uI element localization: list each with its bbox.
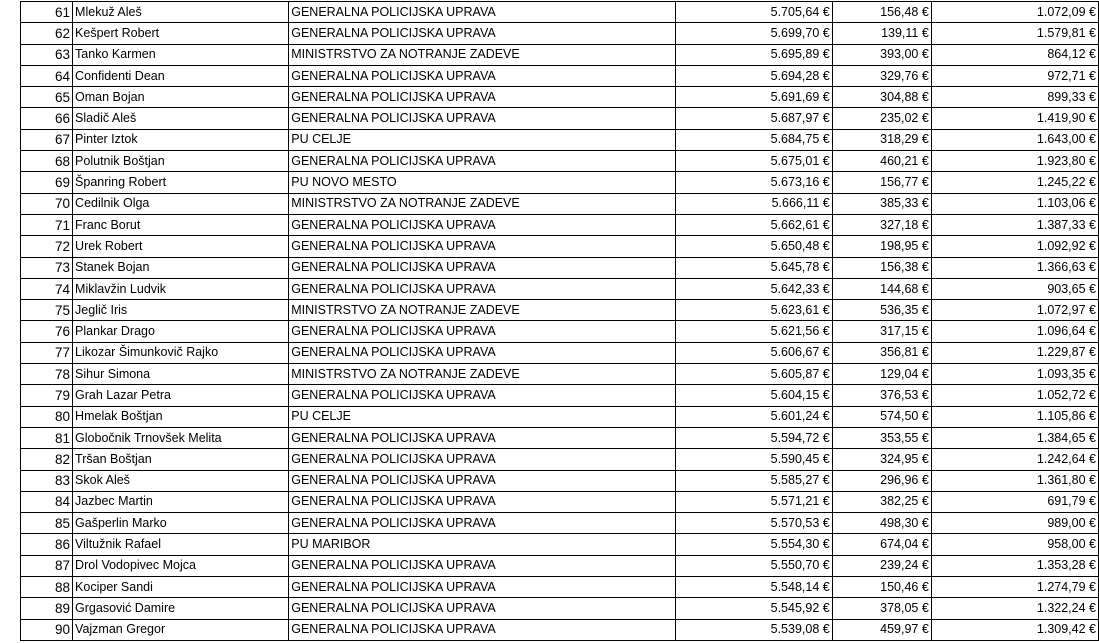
total-pay-cell[interactable]: 989,00 € — [931, 513, 1098, 534]
base-salary-cell[interactable]: 5.699,70 € — [675, 23, 832, 44]
extra-pay-cell[interactable]: 235,02 € — [832, 108, 931, 129]
base-salary-cell[interactable]: 5.623,61 € — [675, 300, 832, 321]
total-pay-cell[interactable]: 1.072,09 € — [931, 2, 1098, 23]
total-pay-cell[interactable]: 1.923,80 € — [931, 151, 1098, 172]
table-row — [21, 257, 1099, 278]
employee-name-cell[interactable]: Hmelak Boštjan — [73, 406, 289, 427]
organization-cell[interactable]: GENERALNA POLICIJSKA UPRAVA — [289, 214, 675, 235]
row-number-cell[interactable]: 82 — [21, 449, 73, 470]
employee-name-cell[interactable]: Cedilnik Olga — [73, 193, 289, 214]
row-number-cell[interactable]: 73 — [21, 257, 73, 278]
base-salary-cell[interactable]: 5.550,70 € — [675, 555, 832, 576]
extra-pay-cell[interactable]: 536,35 € — [832, 300, 931, 321]
table-row — [21, 555, 1099, 576]
employee-name-cell[interactable]: Plankar Drago — [73, 321, 289, 342]
organization-cell[interactable]: GENERALNA POLICIJSKA UPRAVA — [289, 470, 675, 491]
organization-cell[interactable]: GENERALNA POLICIJSKA UPRAVA — [289, 108, 675, 129]
employee-name-cell[interactable]: Skok Aleš — [73, 470, 289, 491]
row-number-cell[interactable]: 67 — [21, 129, 73, 150]
base-salary-cell[interactable]: 5.605,87 € — [675, 364, 832, 385]
total-pay-cell[interactable]: 899,33 € — [931, 87, 1098, 108]
table-row — [21, 193, 1099, 214]
base-salary-cell[interactable]: 5.650,48 € — [675, 236, 832, 257]
total-pay-cell[interactable]: 972,71 € — [931, 65, 1098, 86]
organization-cell[interactable]: GENERALNA POLICIJSKA UPRAVA — [289, 65, 675, 86]
row-number-cell[interactable]: 75 — [21, 300, 73, 321]
organization-cell[interactable]: GENERALNA POLICIJSKA UPRAVA — [289, 23, 675, 44]
organization-cell[interactable]: GENERALNA POLICIJSKA UPRAVA — [289, 598, 675, 619]
row-number-cell[interactable]: 84 — [21, 491, 73, 512]
row-number-cell[interactable]: 77 — [21, 342, 73, 363]
employee-name-cell[interactable]: Drol Vodopivec Mojca — [73, 555, 289, 576]
organization-cell[interactable]: GENERALNA POLICIJSKA UPRAVA — [289, 342, 675, 363]
salary-table — [20, 1, 1099, 641]
employee-name-cell[interactable]: Gašperlin Marko — [73, 513, 289, 534]
employee-name-cell[interactable]: Franc Borut — [73, 214, 289, 235]
extra-pay-cell[interactable]: 498,30 € — [832, 513, 931, 534]
total-pay-cell[interactable]: 864,12 € — [931, 44, 1098, 65]
row-number-cell[interactable]: 69 — [21, 172, 73, 193]
base-salary-cell[interactable]: 5.594,72 € — [675, 427, 832, 448]
table-row — [21, 236, 1099, 257]
table-body — [21, 2, 1099, 641]
row-number-cell[interactable]: 90 — [21, 619, 73, 640]
total-pay-cell[interactable]: 1.093,35 € — [931, 364, 1098, 385]
total-pay-cell[interactable]: 1.309,42 € — [931, 619, 1098, 640]
organization-cell[interactable]: MINISTRSTVO ZA NOTRANJE ZADEVE — [289, 300, 675, 321]
extra-pay-cell[interactable]: 378,05 € — [832, 598, 931, 619]
extra-pay-cell[interactable]: 156,77 € — [832, 172, 931, 193]
base-salary-cell[interactable]: 5.554,30 € — [675, 534, 832, 555]
organization-cell[interactable]: GENERALNA POLICIJSKA UPRAVA — [289, 151, 675, 172]
extra-pay-cell[interactable]: 385,33 € — [832, 193, 931, 214]
total-pay-cell[interactable]: 1.322,24 € — [931, 598, 1098, 619]
total-pay-cell[interactable]: 1.387,33 € — [931, 214, 1098, 235]
table-row — [21, 87, 1099, 108]
table-row — [21, 619, 1099, 640]
extra-pay-cell[interactable]: 460,21 € — [832, 151, 931, 172]
total-pay-cell[interactable]: 1.242,64 € — [931, 449, 1098, 470]
total-pay-cell[interactable]: 1.643,00 € — [931, 129, 1098, 150]
row-number-cell[interactable]: 72 — [21, 236, 73, 257]
table-row — [21, 577, 1099, 598]
extra-pay-cell[interactable]: 156,48 € — [832, 2, 931, 23]
organization-cell[interactable]: GENERALNA POLICIJSKA UPRAVA — [289, 257, 675, 278]
base-salary-cell[interactable]: 5.539,08 € — [675, 619, 832, 640]
organization-cell[interactable]: GENERALNA POLICIJSKA UPRAVA — [289, 321, 675, 342]
base-salary-cell[interactable]: 5.662,61 € — [675, 214, 832, 235]
organization-cell[interactable]: GENERALNA POLICIJSKA UPRAVA — [289, 513, 675, 534]
row-number-cell[interactable]: 66 — [21, 108, 73, 129]
row-number-cell[interactable]: 71 — [21, 214, 73, 235]
table-row — [21, 214, 1099, 235]
row-number-cell[interactable]: 64 — [21, 65, 73, 86]
table-row — [21, 342, 1099, 363]
row-number-cell[interactable]: 88 — [21, 577, 73, 598]
employee-name-cell[interactable]: Jazbec Martin — [73, 491, 289, 512]
organization-cell[interactable]: GENERALNA POLICIJSKA UPRAVA — [289, 236, 675, 257]
table-row — [21, 44, 1099, 65]
extra-pay-cell[interactable]: 129,04 € — [832, 364, 931, 385]
table-row — [21, 2, 1099, 23]
total-pay-cell[interactable]: 1.274,79 € — [931, 577, 1098, 598]
total-pay-cell[interactable]: 1.105,86 € — [931, 406, 1098, 427]
employee-name-cell[interactable]: Grgasović Damire — [73, 598, 289, 619]
row-number-cell[interactable]: 76 — [21, 321, 73, 342]
employee-name-cell[interactable]: Urek Robert — [73, 236, 289, 257]
total-pay-cell[interactable]: 958,00 € — [931, 534, 1098, 555]
extra-pay-cell[interactable]: 376,53 € — [832, 385, 931, 406]
organization-cell[interactable]: PU CELJE — [289, 406, 675, 427]
total-pay-cell[interactable]: 1.366,63 € — [931, 257, 1098, 278]
table-row — [21, 300, 1099, 321]
employee-name-cell[interactable]: Likozar Šimunkovič Rajko — [73, 342, 289, 363]
table-row — [21, 108, 1099, 129]
extra-pay-cell[interactable]: 459,97 € — [832, 619, 931, 640]
base-salary-cell[interactable]: 5.606,67 € — [675, 342, 832, 363]
row-number-cell[interactable]: 86 — [21, 534, 73, 555]
table-row — [21, 427, 1099, 448]
row-number-cell[interactable]: 70 — [21, 193, 73, 214]
employee-name-cell[interactable]: Confidenti Dean — [73, 65, 289, 86]
base-salary-cell[interactable]: 5.675,01 € — [675, 151, 832, 172]
base-salary-cell[interactable]: 5.694,28 € — [675, 65, 832, 86]
table-row — [21, 129, 1099, 150]
employee-name-cell[interactable]: Miklavžin Ludvik — [73, 278, 289, 299]
extra-pay-cell[interactable]: 296,96 € — [832, 470, 931, 491]
organization-cell[interactable]: MINISTRSTVO ZA NOTRANJE ZADEVE — [289, 44, 675, 65]
table-row — [21, 23, 1099, 44]
row-number-cell[interactable]: 79 — [21, 385, 73, 406]
extra-pay-cell[interactable]: 150,46 € — [832, 577, 931, 598]
base-salary-cell[interactable]: 5.590,45 € — [675, 449, 832, 470]
employee-name-cell[interactable]: Španring Robert — [73, 172, 289, 193]
total-pay-cell[interactable]: 1.353,28 € — [931, 555, 1098, 576]
organization-cell[interactable]: GENERALNA POLICIJSKA UPRAVA — [289, 449, 675, 470]
base-salary-cell[interactable]: 5.642,33 € — [675, 278, 832, 299]
employee-name-cell[interactable]: Globočnik Trnovšek Melita — [73, 427, 289, 448]
employee-name-cell[interactable]: Tršan Boštjan — [73, 449, 289, 470]
employee-name-cell[interactable]: Kešpert Robert — [73, 23, 289, 44]
base-salary-cell[interactable]: 5.687,97 € — [675, 108, 832, 129]
row-number-cell[interactable]: 87 — [21, 555, 73, 576]
row-number-cell[interactable]: 89 — [21, 598, 73, 619]
organization-cell[interactable]: PU CELJE — [289, 129, 675, 150]
base-salary-cell[interactable]: 5.684,75 € — [675, 129, 832, 150]
total-pay-cell[interactable]: 1.245,22 € — [931, 172, 1098, 193]
row-number-cell[interactable]: 78 — [21, 364, 73, 385]
row-number-cell[interactable]: 83 — [21, 470, 73, 491]
employee-name-cell[interactable]: Stanek Bojan — [73, 257, 289, 278]
table-row — [21, 406, 1099, 427]
table-row — [21, 470, 1099, 491]
base-salary-cell[interactable]: 5.673,16 € — [675, 172, 832, 193]
employee-name-cell[interactable]: Pinter Iztok — [73, 129, 289, 150]
organization-cell[interactable]: PU MARIBOR — [289, 534, 675, 555]
total-pay-cell[interactable]: 691,79 € — [931, 491, 1098, 512]
table-row — [21, 449, 1099, 470]
employee-name-cell[interactable]: Polutnik Boštjan — [73, 151, 289, 172]
row-number-cell[interactable]: 85 — [21, 513, 73, 534]
organization-cell[interactable]: GENERALNA POLICIJSKA UPRAVA — [289, 619, 675, 640]
row-number-cell[interactable]: 61 — [21, 2, 73, 23]
employee-name-cell[interactable]: Tanko Karmen — [73, 44, 289, 65]
employee-name-cell[interactable]: Oman Bojan — [73, 87, 289, 108]
table-row — [21, 364, 1099, 385]
total-pay-cell[interactable]: 1.361,80 € — [931, 470, 1098, 491]
organization-cell[interactable]: GENERALNA POLICIJSKA UPRAVA — [289, 491, 675, 512]
extra-pay-cell[interactable]: 156,38 € — [832, 257, 931, 278]
extra-pay-cell[interactable]: 327,18 € — [832, 214, 931, 235]
employee-name-cell[interactable]: Sihur Simona — [73, 364, 289, 385]
extra-pay-cell[interactable]: 353,55 € — [832, 427, 931, 448]
total-pay-cell[interactable]: 1.103,06 € — [931, 193, 1098, 214]
base-salary-cell[interactable]: 5.645,78 € — [675, 257, 832, 278]
extra-pay-cell[interactable]: 198,95 € — [832, 236, 931, 257]
employee-name-cell[interactable]: Jeglič Iris — [73, 300, 289, 321]
extra-pay-cell[interactable]: 356,81 € — [832, 342, 931, 363]
row-number-cell[interactable]: 81 — [21, 427, 73, 448]
employee-name-cell[interactable]: Vajzman Gregor — [73, 619, 289, 640]
organization-cell[interactable]: MINISTRSTVO ZA NOTRANJE ZADEVE — [289, 364, 675, 385]
table-row — [21, 385, 1099, 406]
organization-cell[interactable]: GENERALNA POLICIJSKA UPRAVA — [289, 87, 675, 108]
extra-pay-cell[interactable]: 393,00 € — [832, 44, 931, 65]
base-salary-cell[interactable]: 5.695,89 € — [675, 44, 832, 65]
extra-pay-cell[interactable]: 318,29 € — [832, 129, 931, 150]
extra-pay-cell[interactable]: 382,25 € — [832, 491, 931, 512]
employee-name-cell[interactable]: Viltužnik Rafael — [73, 534, 289, 555]
base-salary-cell[interactable]: 5.691,69 € — [675, 87, 832, 108]
extra-pay-cell[interactable]: 304,88 € — [832, 87, 931, 108]
row-number-cell[interactable]: 68 — [21, 151, 73, 172]
row-number-cell[interactable]: 65 — [21, 87, 73, 108]
employee-name-cell[interactable]: Kociper Sandi — [73, 577, 289, 598]
row-number-cell[interactable]: 74 — [21, 278, 73, 299]
table-row — [21, 598, 1099, 619]
base-salary-cell[interactable]: 5.545,92 € — [675, 598, 832, 619]
extra-pay-cell[interactable]: 144,68 € — [832, 278, 931, 299]
row-number-cell[interactable]: 80 — [21, 406, 73, 427]
organization-cell[interactable]: GENERALNA POLICIJSKA UPRAVA — [289, 385, 675, 406]
table-row — [21, 321, 1099, 342]
organization-cell[interactable]: GENERALNA POLICIJSKA UPRAVA — [289, 555, 675, 576]
employee-name-cell[interactable]: Sladič Aleš — [73, 108, 289, 129]
base-salary-cell[interactable]: 5.548,14 € — [675, 577, 832, 598]
extra-pay-cell[interactable]: 324,95 € — [832, 449, 931, 470]
base-salary-cell[interactable]: 5.621,56 € — [675, 321, 832, 342]
row-number-cell[interactable]: 62 — [21, 23, 73, 44]
base-salary-cell[interactable]: 5.585,27 € — [675, 470, 832, 491]
organization-cell[interactable]: GENERALNA POLICIJSKA UPRAVA — [289, 2, 675, 23]
organization-cell[interactable]: GENERALNA POLICIJSKA UPRAVA — [289, 577, 675, 598]
extra-pay-cell[interactable]: 674,04 € — [832, 534, 931, 555]
total-pay-cell[interactable]: 1.072,97 € — [931, 300, 1098, 321]
table-row — [21, 172, 1099, 193]
employee-name-cell[interactable]: Grah Lazar Petra — [73, 385, 289, 406]
extra-pay-cell[interactable]: 329,76 € — [832, 65, 931, 86]
table-row — [21, 491, 1099, 512]
base-salary-cell[interactable]: 5.571,21 € — [675, 491, 832, 512]
total-pay-cell[interactable]: 1.096,64 € — [931, 321, 1098, 342]
extra-pay-cell[interactable]: 317,15 € — [832, 321, 931, 342]
extra-pay-cell[interactable]: 139,11 € — [832, 23, 931, 44]
organization-cell[interactable]: PU NOVO MESTO — [289, 172, 675, 193]
total-pay-cell[interactable]: 1.419,90 € — [931, 108, 1098, 129]
total-pay-cell[interactable]: 1.052,72 € — [931, 385, 1098, 406]
organization-cell[interactable]: GENERALNA POLICIJSKA UPRAVA — [289, 278, 675, 299]
table-row — [21, 278, 1099, 299]
organization-cell[interactable]: MINISTRSTVO ZA NOTRANJE ZADEVE — [289, 193, 675, 214]
total-pay-cell[interactable]: 1.229,87 € — [931, 342, 1098, 363]
employee-name-cell[interactable]: Mlekuž Aleš — [73, 2, 289, 23]
total-pay-cell[interactable]: 1.384,65 € — [931, 427, 1098, 448]
table-row — [21, 534, 1099, 555]
base-salary-cell[interactable]: 5.604,15 € — [675, 385, 832, 406]
base-salary-cell[interactable]: 5.570,53 € — [675, 513, 832, 534]
base-salary-cell[interactable]: 5.601,24 € — [675, 406, 832, 427]
base-salary-cell[interactable]: 5.705,64 € — [675, 2, 832, 23]
total-pay-cell[interactable]: 1.092,92 € — [931, 236, 1098, 257]
total-pay-cell[interactable]: 903,65 € — [931, 278, 1098, 299]
organization-cell[interactable]: GENERALNA POLICIJSKA UPRAVA — [289, 427, 675, 448]
total-pay-cell[interactable]: 1.579,81 € — [931, 23, 1098, 44]
row-number-cell[interactable]: 63 — [21, 44, 73, 65]
base-salary-cell[interactable]: 5.666,11 € — [675, 193, 832, 214]
extra-pay-cell[interactable]: 574,50 € — [832, 406, 931, 427]
table-row — [21, 151, 1099, 172]
extra-pay-cell[interactable]: 239,24 € — [832, 555, 931, 576]
table-row — [21, 65, 1099, 86]
table-row — [21, 513, 1099, 534]
